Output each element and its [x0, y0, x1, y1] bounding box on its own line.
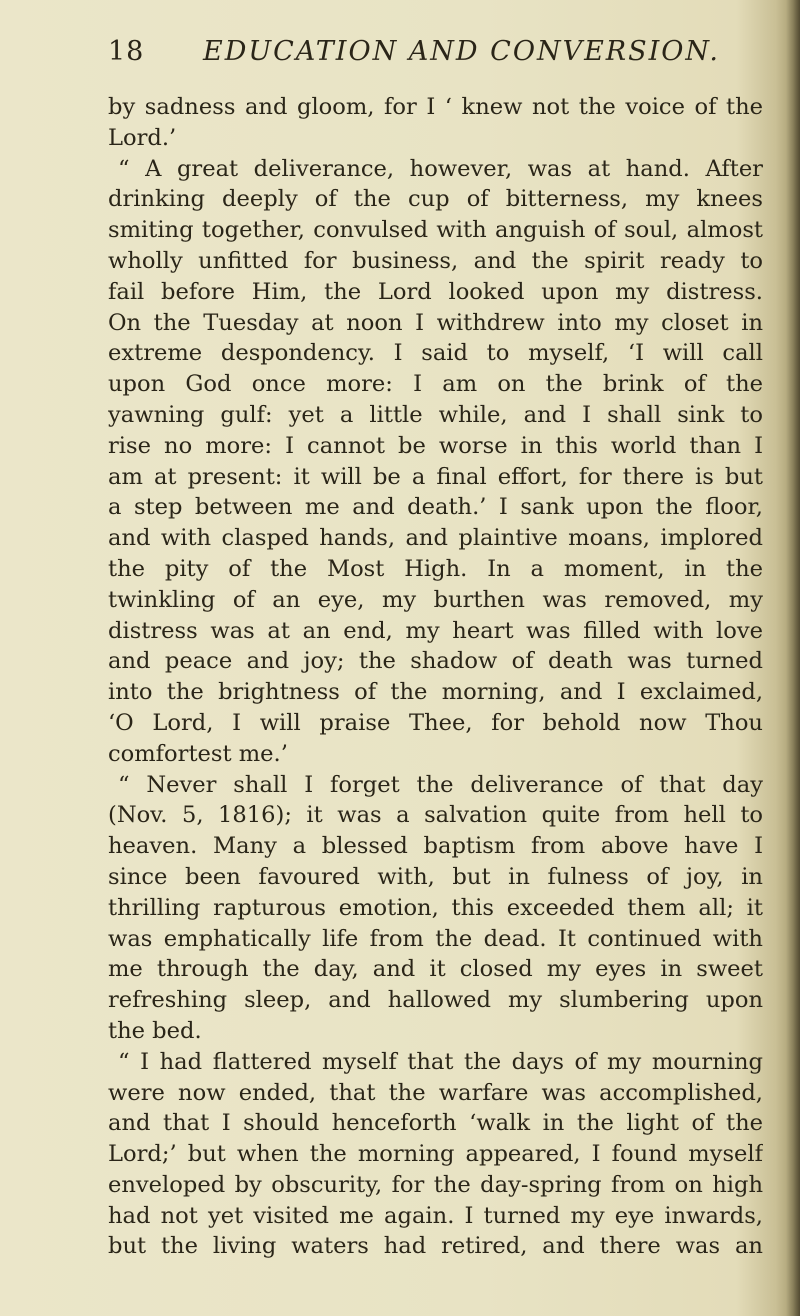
text-line: were now ended, that the warfare was accomplished, [108, 1079, 763, 1106]
text-line: drinking deeply of the cup of bitterness, my knees [108, 186, 763, 213]
text-line: distress was at an end, my heart was filled with love [108, 617, 763, 644]
text-line: “ I had flattered myself that the days of my mourning [118, 1048, 763, 1075]
text-line: and peace and joy; the shadow of death was turned [108, 648, 763, 675]
text-line: twinkling of an eye, my burthen was removed, my [108, 586, 763, 613]
text-line: (Nov. 5, 1816); it was a salvation quite from hell to [108, 802, 763, 829]
text-line: Lord.’ [108, 124, 177, 151]
text-line: the bed. [108, 1017, 202, 1044]
text-line: smiting together, convulsed with anguish of soul, almost [108, 217, 763, 244]
text-line: a step between me and death.’ I sank upon the floor, [108, 494, 763, 521]
text-line: yawning gulf: yet a little while, and I shall sink to [108, 401, 763, 428]
text-line: On the Tuesday at noon I withdrew into my closet in [108, 309, 763, 336]
text-line: and that I should henceforth ‘walk in the light of the [108, 1110, 763, 1137]
text-line: heaven. Many a blessed baptism from above have I [108, 833, 763, 860]
text-line: thrilling rapturous emotion, this exceeded them all; it [108, 894, 763, 921]
text-line: wholly unfitted for business, and the spirit ready to [108, 247, 763, 274]
page-edge-shadow [786, 0, 800, 1316]
text-line: since been favoured with, but in fulness of joy, in [108, 863, 763, 890]
page-header [108, 36, 768, 76]
page-number: 18 [108, 36, 145, 67]
text-line: into the brightness of the morning, and I exclaimed, [108, 679, 763, 706]
text-line: ‘O Lord, I will praise Thee, for behold now Thou [108, 709, 763, 736]
text-line: enveloped by obscurity, for the day-spring from on high [108, 1171, 763, 1198]
text-line: Lord;’ but when the morning appeared, I found myself [108, 1141, 763, 1168]
running-head: EDUCATION AND CONVERSION. [203, 36, 720, 67]
text-line: fail before Him, the Lord looked upon my distress. [108, 278, 763, 305]
text-line: “ A great deliverance, however, was at hand. After [118, 155, 763, 182]
text-line: by sadness and gloom, for I ‘ knew not the voice of the [108, 94, 763, 120]
text-line: was emphatically life from the dead. It continued with [108, 925, 763, 952]
text-line: had not yet visited me again. I turned my eye inwards, [108, 1202, 763, 1229]
text-line: but the living waters had retired, and there was an [108, 1233, 763, 1260]
text-line: am at present: it will be a final effort, for there is but [108, 463, 763, 490]
text-line: extreme despondency. I said to myself, ‘I will call [108, 340, 763, 367]
text-line: and with clasped hands, and plaintive moans, implored [108, 525, 763, 552]
text-line: comfortest me.’ [108, 740, 288, 767]
text-line: rise no more: I cannot be worse in this world than I [108, 432, 763, 459]
body-text [108, 92, 763, 1262]
text-line: “ Never shall I forget the deliverance of that day [118, 771, 763, 798]
text-line: me through the day, and it closed my eyes in sweet [108, 956, 763, 983]
text-line: the pity of the Most High. In a moment, in the [108, 555, 763, 582]
text-line: refreshing sleep, and hallowed my slumbering upon [108, 987, 763, 1014]
text-line: upon God once more: I am on the brink of the [108, 371, 763, 398]
